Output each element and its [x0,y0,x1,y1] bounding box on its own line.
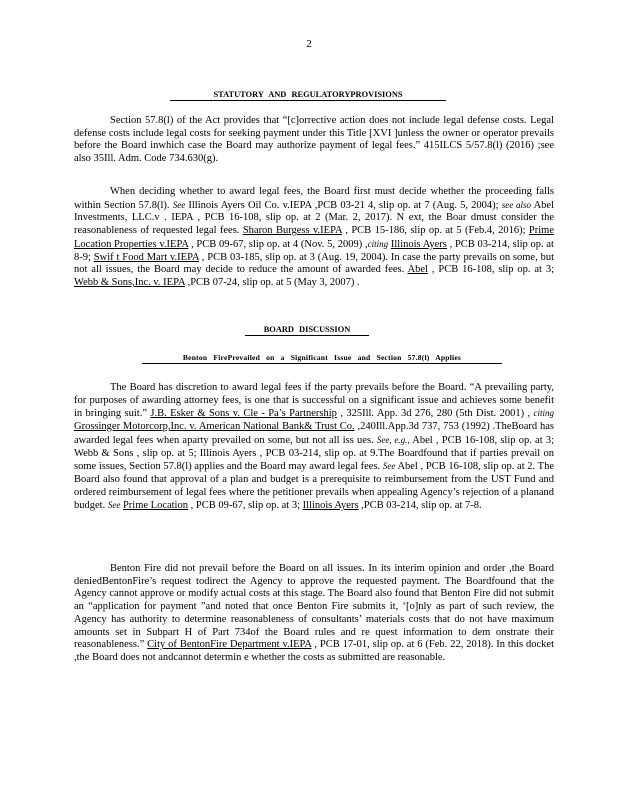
citation-illinois-ayers: Illinois Ayers [390,238,447,250]
paragraph-legal-fees-standard: When deciding whether to award legal fees, the Board first must decide whether the proceeding falls within Section 57.8(l). See Illinois Ayers Oil Co. v.IEPA ,PCB 03-21 4, slip op. at 7 (Aug. 5, 2004); see also Abel Investments, LLC.v . IEPA , PCB 16-108, slip op. at 2 (Mar. 2, 2017). N ext, the Boar dmust consider the reasonableness of requested legal fees. Sharon Burgess v.IEPA , PCB 15-186, slip op. at 5 (Feb.4, 2016); Prime Location Properties v.IEPA , PCB 09-67, slip op. at 4 (Nov. 5, 2009) ,citing Illinois Ayers , PCB 03-214, slip op. at 8-9; Swif t Food Mart v.IEPA , PCB 03-185, slip op. at 3 (Aug. 19, 2004). In case the party prevails on some, but not all issues, the Board may decide to reduce the amount of awarded fees. Abel , PCB 16-108, slip op. at 3; Webb & Sons,Inc. v. IEPA ,PCB 07-24, slip op. at 5 (May 3, 2007) . [74,186,554,288]
page-number: 2 [306,38,312,50]
paragraph-section-57-8: Section 57.8(l) of the Act provides that “[c]orrective action does not include legal defense costs. Legal defense costs include legal costs for seeking payment under this Title [XVI ]unless the owner or operator prevails before the Board inwhich case the Board may authorize payment of legal fees.” 415ILCS 5/57.8(l) (2016) ;see also 35Ill. Adm. Code 734.630(g). [74,115,554,165]
citation-prime-location: Prime Location [122,500,188,512]
citation-grossinger: Grossinger Motorcorp,Inc. v. American National Bank& Trust Co. [74,421,355,433]
citation-illinois-ayers: Illinois Ayers [302,500,359,512]
citation-webb-sons: Webb & Sons,Inc. v. IEPA [74,276,185,288]
citation-city-of-benton: City of BentonFire Department v.IEPA [147,639,312,651]
paragraph-benton-fire-outcome: Benton Fire did not prevail before the Board on all issues. In its interim opinion and order ,the Board deniedBentonFire’s request todirect the Agency to approve the requested payment. The Boardfound that the Agency cannot approve or modify actual costs at this stage. The Board also found that Benton Fire did not submit an “application for payment ”and noted that once Benton Fire submits it, ‘[o]nly as part of such review, the Agency has authority to determine reasonableness of consultants’ materials costs that do not have maximum amounts set in Subpart H of Part 734of the Board rules and re quest information to dem onstrate their reasonableness.” City of BentonFire Department v.IEPA , PCB 17-01, slip op. at 6 (Feb. 22, 2018). In this docket ,the Board does not andcannot determin e whether the costs as submitted are reasonable. [74,563,554,663]
heading-board-discussion: BOARD DISCUSSION [245,325,369,336]
citation-jb-esker: J.B. Esker & Sons v. Cle - Pa’s Partnership [150,408,337,420]
citation-sharon-burgess: Sharon Burgess v.IEPA [242,225,342,237]
citation-abel: Abel [407,264,428,276]
subheading-benton-fire: Benton FirePrevailed on a Significant Issue and Section 57.8(l) Applies [142,353,502,364]
paragraph-board-discretion: The Board has discretion to award legal fees if the party prevails before the Board. “A prevailing party, for purposes of awarding attorney fees, is one that is successful on a significant issue and achieves some benefit in bringing suit.” J.B. Esker & Sons v. Cle - Pa’s Partnership , 325Ill. App. 3d 276, 280 (5th Dist. 2001) , citing Grossinger Motorcorp,Inc. v. American National Bank& Trust Co. ,240Ill.App.3d 737, 753 (1992) .TheBoard has awarded legal fees when aparty prevailed on some, but not all iss ues. See, e.g., Abel , PCB 16-108, slip op. at 3; Webb & Sons , slip op. at 5; Illinois Ayers , PCB 03-214, slip op. at 9.The Boardfound that if parties prevail on some issues, Section 57.8(l) applies and the Board may award legal fees. See Abel , PCB 16-108, slip op. at 2. The Board also found that approval of a plan and budget is a prerequisite to reimbursement from the UST Fund and ordered reimbursement of legal fees where the petitioner prevails when appealing Agency’s rejection of a planand budget. See Prime Location , PCB 09-67, slip op. at 3; Illinois Ayers ,PCB 03-214, slip op. at 7-8. [74,382,555,512]
heading-statutory-provisions: STATUTORY AND REGULATORYPROVISIONS [170,90,446,101]
citation-swift-food-mart: Swif t Food Mart v.IEPA [93,251,199,263]
citation-prime-location: Prime Location Properties v.IEPA [74,225,554,250]
